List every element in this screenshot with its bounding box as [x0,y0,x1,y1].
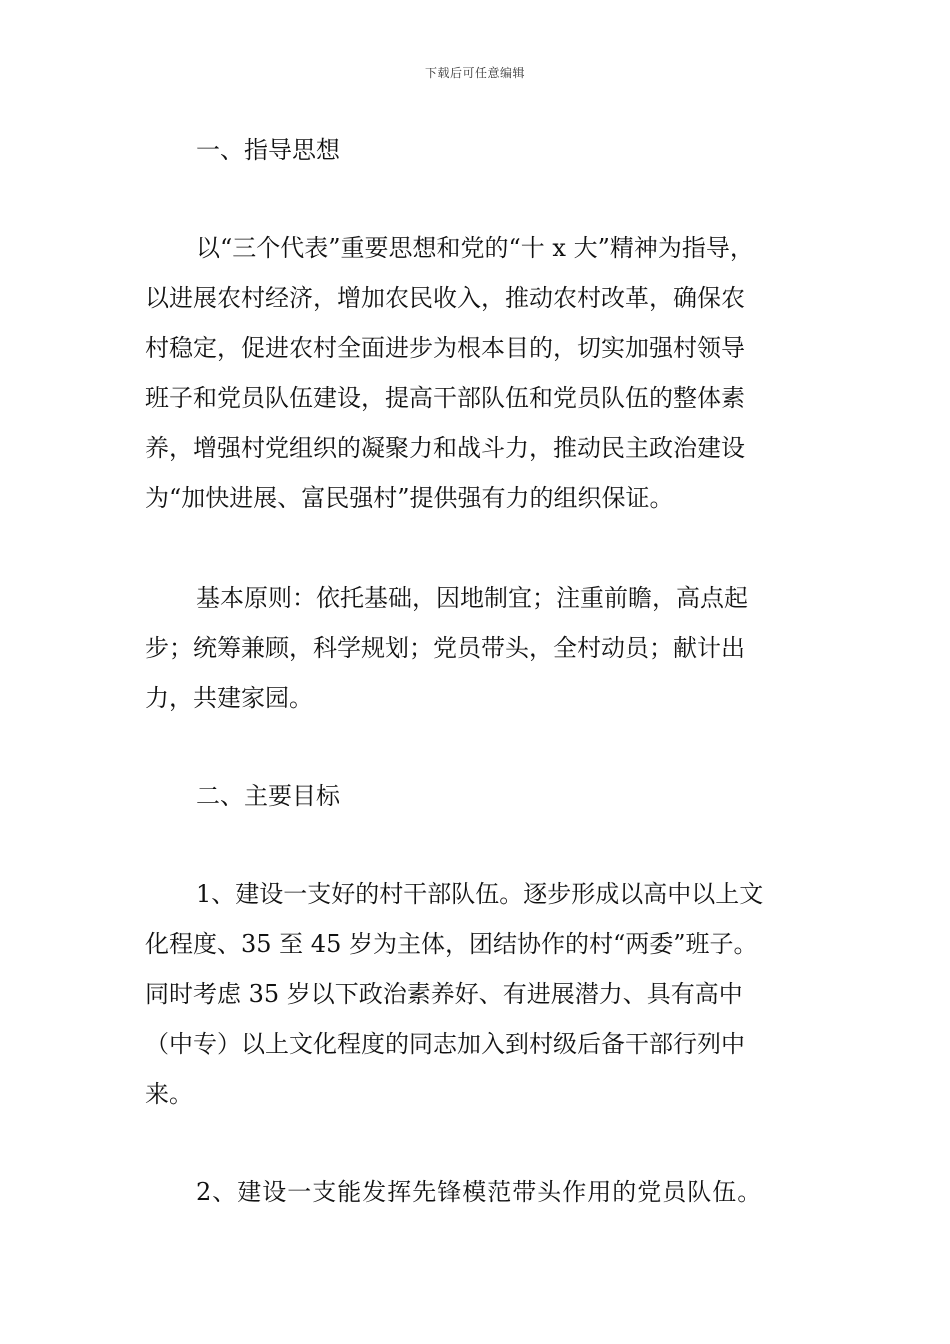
paragraph-line: 养，增强村党组织的凝聚力和战斗力，推动民主政治建设 [145,434,745,462]
section-heading-main-goals: 二、主要目标 [196,782,340,810]
paragraph-line: 1、建设一支好的村干部队伍。逐步形成以高中以上文 [196,880,764,908]
paragraph-line: 2、建设一支能发挥先锋模范带头作用的党员队伍。 [196,1178,763,1206]
paragraph-line: 以“三个代表”重要思想和党的“十 x 大”精神为指导， [196,234,754,262]
paragraph-line: 力，共建家园。 [145,684,313,712]
page-header: 下载后可任意编辑 [424,66,525,80]
paragraph-line: 步；统筹兼顾，科学规划；党员带头，全村动员；献计出 [145,634,745,662]
paragraph-line: 为“加快进展、富民强村”提供强有力的组织保证。 [145,484,674,512]
paragraph-line: 村稳定，促进农村全面进步为根本目的，切实加强村领导 [145,334,745,362]
paragraph-line: 同时考虑 35 岁以下政治素养好、有进展潜力、具有高中 [145,980,743,1008]
paragraph-line: 基本原则：依托基础，因地制宜；注重前瞻，高点起 [196,584,748,612]
paragraph-line: 以进展农村经济，增加农民收入，推动农村改革，确保农 [145,284,745,312]
paragraph-line: （中专）以上文化程度的同志加入到村级后备干部行列中 [145,1030,745,1058]
paragraph-line: 班子和党员队伍建设，提高干部队伍和党员队伍的整体素 [145,384,745,412]
paragraph-line: 化程度、35 至 45 岁为主体，团结协作的村“两委”班子。 [145,930,758,958]
section-heading-guiding-ideology: 一、指导思想 [196,136,340,164]
paragraph-line: 来。 [145,1080,193,1108]
